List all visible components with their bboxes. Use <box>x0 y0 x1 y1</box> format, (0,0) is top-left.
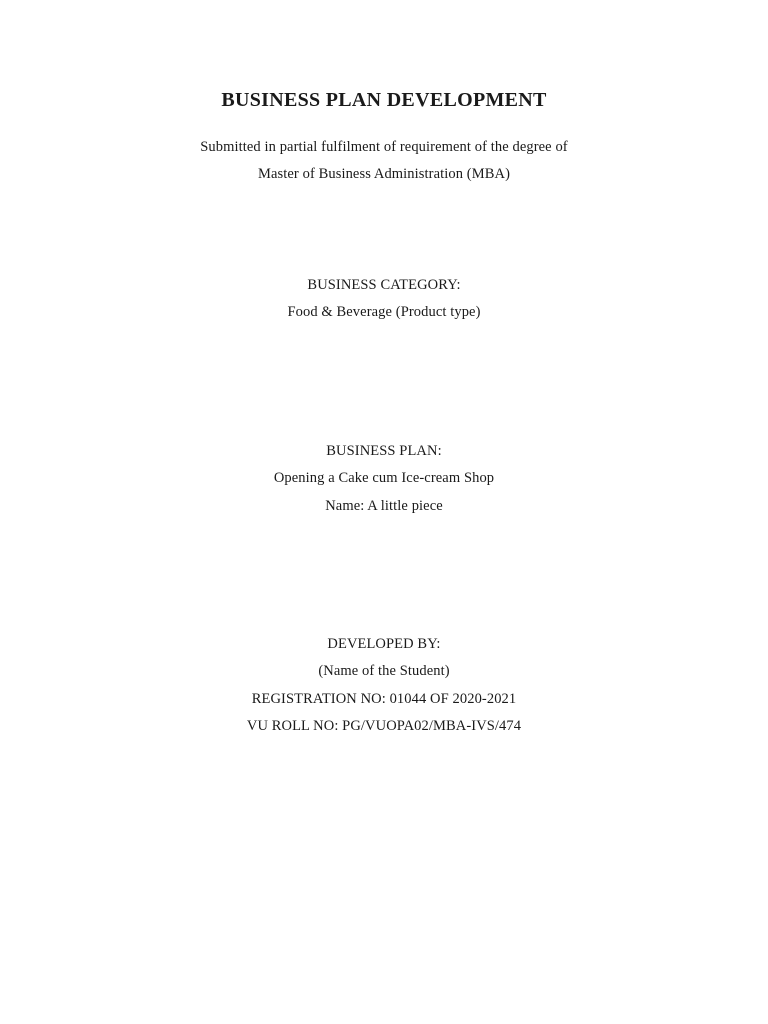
business-plan-description: Opening a Cake cum Ice-cream Shop <box>273 470 495 486</box>
student-name: (Name of the Student) <box>318 663 450 679</box>
business-name: Name: A little piece <box>325 498 443 514</box>
registration-number: REGISTRATION NO: 01044 OF 2020-2021 <box>251 691 517 707</box>
document-title: BUSINESS PLAN DEVELOPMENT <box>221 89 547 111</box>
business-plan-label: BUSINESS PLAN: <box>326 443 442 459</box>
submission-statement: Submitted in partial fulfilment of requirement of the degree of <box>200 139 568 155</box>
developed-by-label: DEVELOPED BY: <box>327 636 441 652</box>
business-category-value: Food & Beverage (Product type) <box>287 304 481 320</box>
degree-name: Master of Business Administration (MBA) <box>258 166 510 182</box>
roll-number: VU ROLL NO: PG/VUOPA02/MBA-IVS/474 <box>246 718 522 734</box>
business-category-label: BUSINESS CATEGORY: <box>307 277 461 293</box>
